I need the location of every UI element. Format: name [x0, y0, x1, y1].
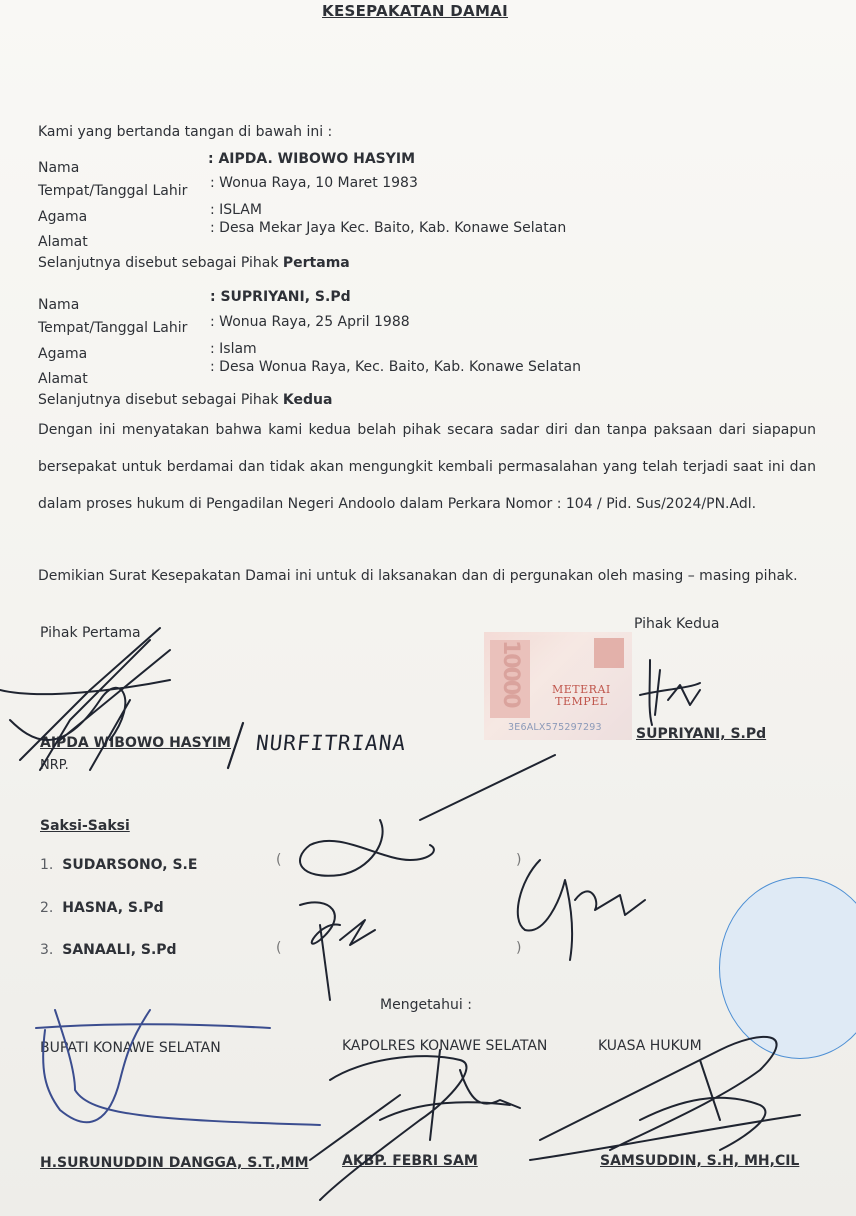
meterai-stamp [484, 632, 632, 740]
party1-nama: : AIPDA. WIBOWO HASYIM [208, 151, 416, 167]
bupati-title: BUPATI KONAWE SELATAN [40, 1040, 221, 1056]
pihak-pertama-nrp: NRP. [40, 758, 69, 773]
handwritten-name: NURFITRIANA [254, 731, 408, 755]
party2-ttl: : Wonua Raya, 25 April 1988 [210, 314, 410, 330]
label-alamat-2: Alamat [38, 371, 88, 387]
signature-kuasa-hukum [530, 1037, 800, 1160]
saksi-bracket: ( [276, 852, 282, 868]
stamp-meterai-text: METERAI TEMPEL [552, 683, 611, 708]
pihak-pertama-name: AIPDA WIBOWO HASYIM [40, 735, 231, 751]
party1-sebut: Selanjutnya disebut sebagai Pihak Pertama [38, 255, 350, 271]
intro-text: Kami yang bertanda tangan di bawah ini : [38, 124, 333, 140]
signature-kapolres [310, 1050, 520, 1200]
statement-paragraph: Dengan ini menyatakan bahwa kami kedua belah pihak secara sadar diri dan tanpa paksaan dari siapapun bersepakat untuk berdamai dan tidak akan mengungkit kembali permasalahan yang telah terjadi saat ini dan dalam proses hukum di Pengadilan Negeri Andoolo dalam Perkara Nomor : 104 / Pid. Sus/2024/PN.Adl. [38, 422, 816, 512]
saksi-bracket: ) [516, 940, 522, 956]
signature-saksi-3 [300, 902, 375, 1000]
label-ttl-2: Tempat/Tanggal Lahir [38, 320, 188, 336]
bupati-name: H.SURUNUDDIN DANGGA, S.T.,MM [40, 1155, 309, 1171]
pihak-kedua-name: SUPRIYANI, S.Pd [636, 726, 767, 742]
saksi-bracket: ( [276, 940, 282, 956]
stamp-value: 10000 [498, 640, 523, 707]
label-nama-1: Nama [38, 160, 80, 176]
stamp-pattern-accent [594, 638, 624, 668]
saksi-bracket: ) [516, 852, 522, 868]
party2-agama: : Islam [210, 341, 257, 357]
blue-circle-seal [719, 877, 856, 1059]
party1-agama: : ISLAM [210, 202, 262, 218]
kapolres-name: AKBP. FEBRI SAM [342, 1153, 478, 1169]
party1-alamat: : Desa Mekar Jaya Kec. Baito, Kab. Konawe Selatan [210, 220, 567, 236]
closing-text: Demikian Surat Kesepakatan Damai ini untuk di laksanakan dan di pergunakan oleh masing – masing pihak. [38, 568, 798, 584]
signature-bupati [36, 1010, 320, 1125]
kapolres-title: KAPOLRES KONAWE SELATAN [342, 1038, 548, 1054]
pihak-pertama-label: Pihak Pertama [40, 625, 141, 641]
saksi-item: 2. HASNA, S.Pd [40, 900, 164, 916]
label-agama-1: Agama [38, 209, 88, 225]
label-agama-2: Agama [38, 346, 88, 362]
label-alamat-1: Alamat [38, 234, 88, 250]
signature-saksi-2 [518, 860, 645, 960]
saksi-item: 1. SUDARSONO, S.E [40, 857, 198, 873]
label-ttl-1: Tempat/Tanggal Lahir [38, 183, 188, 199]
saksi-heading: Saksi-Saksi [40, 818, 130, 834]
party2-nama: : SUPRIYANI, S.Pd [210, 289, 351, 305]
label-nama-2: Nama [38, 297, 80, 313]
kuasa-hukum-name: SAMSUDDIN, S.H, MH,CIL [600, 1153, 800, 1169]
signature-pihak-kedua [640, 660, 700, 725]
kuasa-hukum-title: KUASA HUKUM [598, 1038, 702, 1054]
stamp-serial: 3E6ALX575297293 [508, 722, 602, 733]
party2-alamat: : Desa Wonua Raya, Kec. Baito, Kab. Konawe Selatan [210, 359, 581, 375]
saksi-item: 3. SANAALI, S.Pd [40, 942, 177, 958]
mengetahui-label: Mengetahui : [380, 997, 472, 1013]
party2-sebut: Selanjutnya disebut sebagai Pihak Kedua [38, 392, 333, 408]
pihak-kedua-label: Pihak Kedua [634, 616, 720, 632]
document-title: KESEPAKATAN DAMAI [322, 2, 508, 20]
party1-ttl: : Wonua Raya, 10 Maret 1983 [210, 175, 418, 191]
